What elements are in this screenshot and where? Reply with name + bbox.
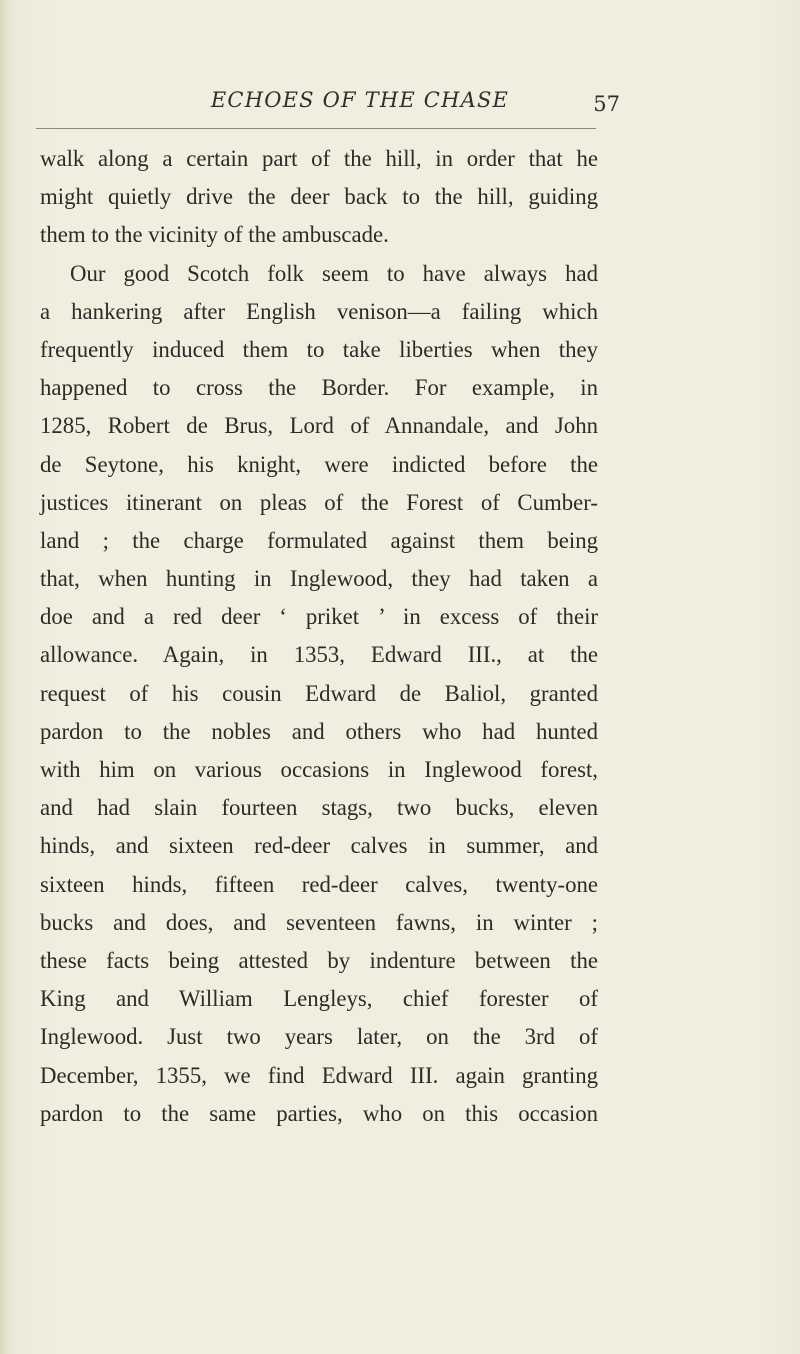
page-number: 57 (593, 92, 620, 116)
text-line: allowance. Again, in 1353, Edward III., at the (40, 642, 598, 668)
text-line: December, 1355, we find Edward III. again granting (40, 1062, 598, 1088)
text-line: with him on various occasions in Inglewood forest, (40, 757, 598, 782)
text-line: them to the vicinity of the ambuscade. (40, 222, 389, 248)
body-text (40, 140, 598, 1133)
page-spine-edge (0, 0, 10, 1354)
text-line: frequently induced them to take liberties when they (40, 336, 598, 362)
text-line: 1285, Robert de Brus, Lord of Annandale, and John (40, 413, 598, 439)
text-line: request of his cousin Edward de Baliol, granted (40, 680, 598, 706)
text-line: these facts being attested by indenture between the (40, 947, 598, 973)
text-line: and had slain fourteen stags, two bucks, eleven (40, 795, 598, 821)
text-line: walk along a certain part of the hill, in order that he (40, 146, 598, 171)
text-line: sixteen hinds, fifteen red-deer calves, twenty-one (40, 871, 598, 897)
text-line: land ; the charge formulated against them being (40, 527, 598, 553)
text-line: justices itinerant on pleas of the Forest of Cumber- (40, 489, 598, 515)
header-rule (36, 128, 596, 129)
text-line: hinds, and sixteen red-deer calves in summer, and (40, 833, 598, 859)
text-line: pardon to the same parties, who on this occasion (40, 1100, 598, 1126)
text-line: that, when hunting in Inglewood, they had taken a (40, 566, 598, 592)
running-head: ECHOES OF THE CHASE (210, 88, 510, 112)
text-line: bucks and does, and seventeen fawns, in winter ; (40, 909, 598, 935)
text-line: happened to cross the Border. For example, in (40, 375, 598, 401)
text-line: a hankering after English venison—a failing which (40, 298, 598, 324)
text-line: Inglewood. Just two years later, on the 3rd of (40, 1024, 598, 1050)
text-line: pardon to the nobles and others who had hunted (40, 718, 598, 744)
text-line: Our good Scotch folk seem to have always had (70, 260, 598, 286)
text-line: de Seytone, his knight, were indicted before the (40, 451, 598, 477)
text-line: doe and a red deer ‘ priket ’ in excess of their (40, 604, 598, 630)
text-line: King and William Lengleys, chief forester of (40, 986, 598, 1012)
text-line: might quietly drive the deer back to the hill, guiding (40, 184, 598, 210)
